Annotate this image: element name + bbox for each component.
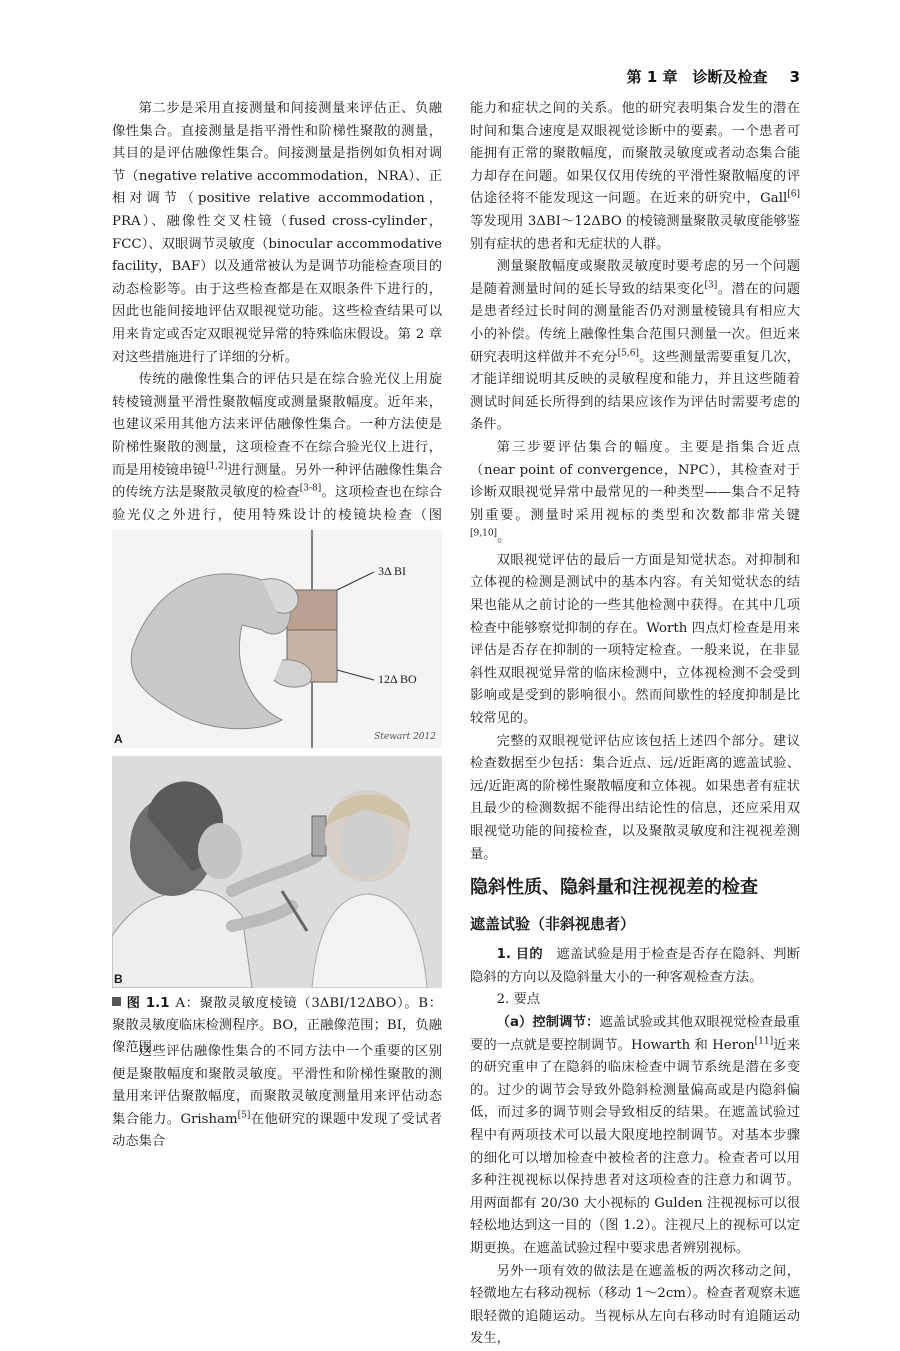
figure-1-1 (112, 530, 442, 990)
panel-letter-a: A (114, 732, 123, 746)
citation: [5] (237, 1110, 251, 1121)
citation: [9,10] (470, 528, 498, 539)
paragraph: 第二步是采用直接测量和间接测量来评估正、负融像性集合。直接测量是指平滑性和阶梯性聚散的测量，其目的是评估融像性集合。间接测量是指例如负相对调节（negative relative accommodation，NRA）、正相对调节（positive relative accommodation，PRA）、融像性交叉柱镜（fused cross-cylinder，FCC）、双眼调节灵敏度（binocular accommodative facility，BAF）以及通常被认为是调节功能检查项目的动态检影等。由于这些检查都是在双眼条件下进行的，因此也能间接地评估双眼视觉功能。这些检查结果可以用来肯定或否定双眼视觉异常的特殊临床假设。第 2 章对这些措施进行了详细的分析。 (112, 101, 442, 365)
paragraph: 测量聚散幅度或聚散灵敏度时要考虑的另一个问题是随着测量时间的延长导致的结果变化[3]。潜在的问题是患者经过长时间的测量能否仍对测量棱镜具有相应大小的补偿。传统上融像性集合范围只测量一次。但近来研究表明这样做并不充分[5,6]。这些测量需要重复几次，才能详细说明其反映的灵敏程度和能力，并且这些随着测试时间延长所得到的结果应该作为评估时需要考虑的条件。 (470, 259, 801, 433)
caption-number: 图 1.1 (126, 996, 170, 1011)
running-head (600, 66, 800, 90)
left-column (112, 98, 442, 572)
subsection-heading: 遮盖试验（非斜视患者） (470, 915, 636, 934)
chapter-title: 第 1 章 诊断及检查 (626, 68, 768, 86)
citation: [1,2] (205, 461, 228, 472)
numbered-item-purpose: 1. 目的 遮盖试验是用于检查是否存在隐斜、判断隐斜的方向以及隐斜量大小的一种客观检查方法。 (470, 947, 801, 985)
paragraph: 传统的融像性集合的评估只是在综合验光仪上用旋转棱镜测量平滑性聚散幅度或测量聚散幅度。近年来，也建议采用其他方法来评估融像性集合。一种方法使是阶梯性聚散的测量，这项检查不在综合验光仪上进行，而是用棱镜串镜[1,2]进行测量。另外一种评估融像性集合的传统方法是聚散灵敏度的检查[3-8]。这项检查也在综合验光仪之外进行，使用特殊设计的棱镜块检查（图 (112, 372, 443, 523)
paragraph: 完整的双眼视觉评估应该包括上述四个部分。建议检查数据至少包括：集合近点、远/近距离的遮盖试验、远/近距离的阶梯性聚散幅度和立体视。如果患者有症状且最少的检测数据不能得出结论性的信息，还应采用双眼视觉功能的间接检查，以及聚散灵敏度和注视视差测量。 (470, 733, 800, 862)
section-heading: 隐斜性质、隐斜量和注视视差的检查 (470, 877, 758, 899)
label-3-bi: 3Δ BI (378, 564, 407, 578)
numbered-item-key-points: 2. 要点 (496, 992, 541, 1008)
citation: [6] (787, 189, 800, 200)
caption-text: A：聚散灵敏度棱镜（3ΔBI/12ΔBO）。B：聚散灵敏度临床检测程序。BO，正融像范围；BI，负融像范围 (112, 996, 443, 1055)
caption-marker-icon (112, 997, 121, 1006)
page-number: 3 (789, 68, 800, 86)
prism-bar-illustration (112, 530, 442, 748)
citation: [3] (704, 280, 718, 291)
artist-signature: Stewart 2012 (374, 732, 436, 742)
citation: [11] (754, 1036, 774, 1047)
figure-panel-b (112, 756, 442, 988)
label-12-bo: 12Δ BO (378, 672, 417, 686)
paragraph: 能力和症状之间的关系。他的研究表明集合发生的潜在时间和集合速度是双眼视觉诊断中的要素。一个患者可能拥有正常的聚散幅度，而聚散灵敏度或者动态集合能力却存在问题。如果仅仅用传统的平滑性聚散幅度的评估途径将不能发现这一问题。在近来的研究中，Gall[6]等发现用 3ΔBI～12ΔBO 的棱镜测量聚散灵敏度能够鉴别有症状的患者和无症状的人群。 (470, 101, 800, 252)
figure-panel-a (112, 530, 442, 748)
right-column (470, 98, 800, 1351)
panel-letter-b: B (114, 972, 123, 986)
paragraph: 双眼视觉评估的最后一方面是知觉状态。对抑制和立体视的检测是测试中的基本内容。有关知觉状态的结果也能从之前讨论的一些其他检测中获得。在其中几项检查中能够察觉抑制的存在。Worth 四点灯检查是用来评估是否存在抑制的一项特定检查。一般来说，在非显斜性双眼视觉异常的临床检测中，立体视检测不会受到影响或是受到的影响很小。然而间歇性的轻度抑制是比较常见的。 (470, 552, 800, 727)
paragraph: 这些评估融像性集合的不同方法中一个重要的区别便是聚散幅度和聚散灵敏度。平滑性和阶梯性聚散的测量用来评估聚散幅度，而聚散灵敏度测量用来评估动态集合能力。Grisham[5]在他研究的课题中发现了受试者动态集合 (112, 1044, 443, 1150)
citation: [5,6] (617, 348, 639, 359)
paragraph: 另外一项有效的做法是在遮盖板的两次移动之间，轻微地左右移动视标（移动 1～2cm）。检查者观察未遮眼轻微的追随运动。当视标从左向右移动时有追随运动发生， (470, 1263, 800, 1347)
paragraph: （a）控制调节：遮盖试验或其他双眼视觉检查最重要的一点就是要控制调节。Howarth 和 Heron[11]近来的研究重申了在隐斜的临床检查中调节系统是潜在多变的。过少的调节会导致外隐斜检测量偏高或是内隐斜偏低，而过多的调节则会导致相反的结果。在遮盖试验过程中有两项技术可以最大限度地控制调节。对基本步骤的细化可以增加检查中被检者的注意力。检查者可以用多种注视视标以保持患者对这项检查的注意力和调节。用两面都有 20/30 大小视标的 Gulden 注视视标可以很轻松地达到这一目的（图 1.2）。注视尺上的视标可以定期更换。在遮盖试验过程中要求患者辨别视标。 (470, 1014, 800, 1256)
citation: [3-8] (299, 483, 322, 494)
left-column-bottom (112, 1041, 442, 1154)
clinical-procedure-illustration (112, 756, 442, 988)
paragraph: 第三步要评估集合的幅度。主要是指集合近点（near point of convergence，NPC），其检查对于诊断双眼视觉异常中最常见的一种类型——集合不足特别重要。测量时采用视标的类型和次数都非常关键[9,10]。 (470, 439, 800, 546)
